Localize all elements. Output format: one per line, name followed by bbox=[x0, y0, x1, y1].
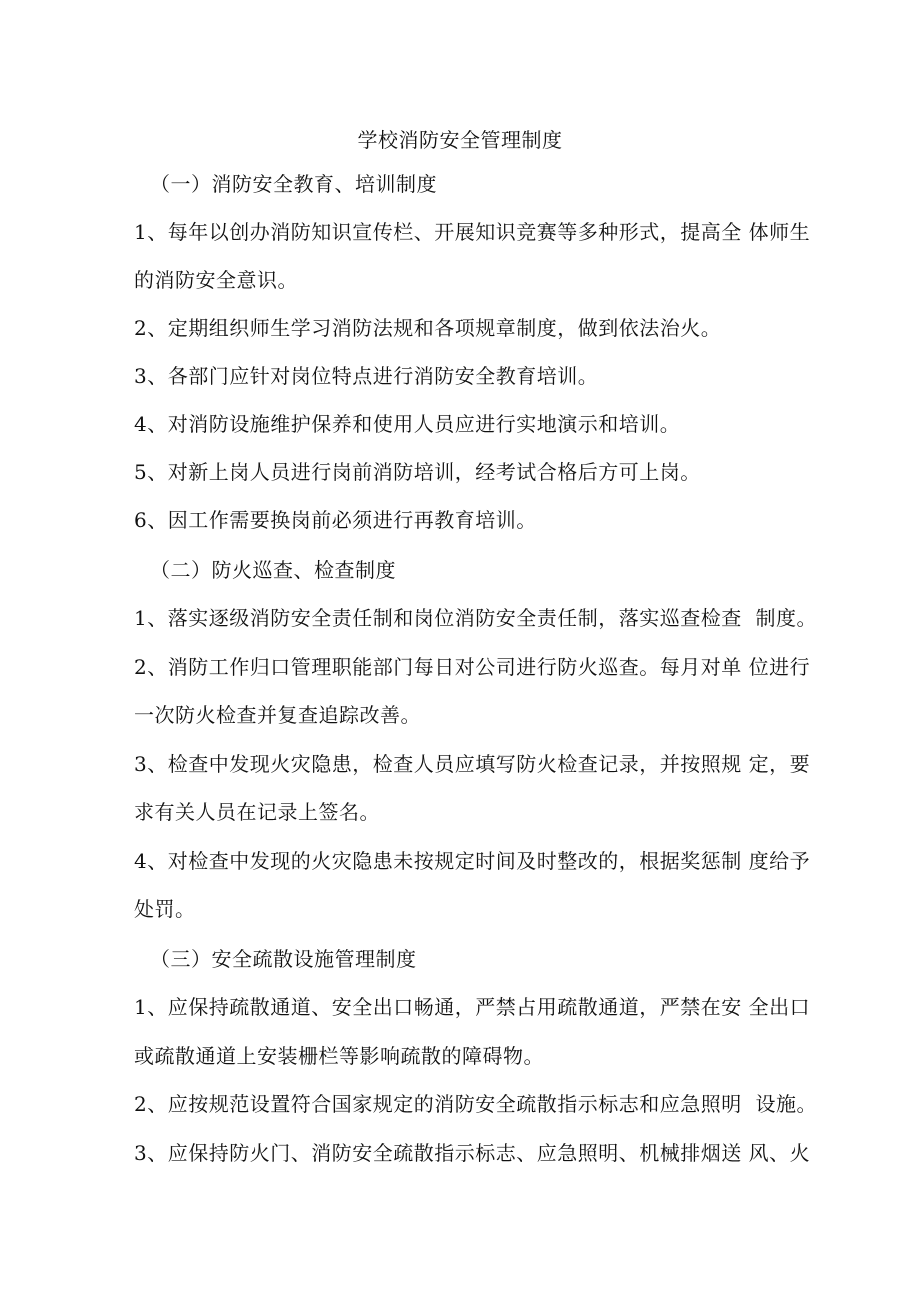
paragraph-line: 1、应保持疏散通道、安全出口畅通，严禁占用疏散通道，严禁在安 全出口 bbox=[134, 995, 811, 1019]
section-heading-3: （三）安全疏散设施管理制度 bbox=[150, 947, 417, 971]
section-heading-2: （二）防火巡查、检查制度 bbox=[150, 558, 396, 582]
paragraph-line: 3、检查中发现火灾隐患，检查人员应填写防火检查记录，并按照规 定，要 bbox=[134, 752, 811, 776]
paragraph-line: 3、各部门应针对岗位特点进行消防安全教育培训。 bbox=[134, 364, 599, 388]
paragraph-line: 6、因工作需要换岗前必须进行再教育培训。 bbox=[134, 508, 537, 532]
paragraph-line: 3、应保持防火门、消防安全疏散指示标志、应急照明、机械排烟送 风、火 bbox=[134, 1141, 811, 1165]
paragraph-line: 2、应按规范设置符合国家规定的消防安全疏散指示标志和应急照明 设施。 bbox=[134, 1092, 817, 1116]
paragraph-line: 4、对消防设施维护保养和使用人员应进行实地演示和培训。 bbox=[134, 412, 681, 436]
paragraph-line: 或疏散通道上安装栅栏等影响疏散的障碍物。 bbox=[134, 1044, 544, 1068]
document-title: 学校消防安全管理制度 bbox=[357, 128, 563, 152]
paragraph-line: 的消防安全意识。 bbox=[134, 268, 298, 292]
section-heading-1: （一）消防安全教育、培训制度 bbox=[150, 172, 437, 196]
paragraph-line: 求有关人员在记录上签名。 bbox=[134, 800, 380, 824]
paragraph-line: 5、对新上岗人员进行岗前消防培训，经考试合格后方可上岗。 bbox=[134, 460, 701, 484]
paragraph-line: 4、对检查中发现的火灾隐患未按规定时间及时整改的，根据奖惩制 度给予 bbox=[134, 849, 811, 873]
paragraph-line: 1、落实逐级消防安全责任制和岗位消防安全责任制，落实巡查检查 制度。 bbox=[134, 606, 817, 630]
paragraph-line: 一次防火检查并复查追踪改善。 bbox=[134, 703, 421, 727]
paragraph-line: 1、每年以创办消防知识宣传栏、开展知识竞赛等多种形式，提高全 体师生 bbox=[134, 220, 811, 244]
paragraph-line: 2、消防工作归口管理职能部门每日对公司进行防火巡查。每月对单 位进行 bbox=[134, 655, 811, 679]
paragraph-line: 处罚。 bbox=[134, 897, 196, 921]
paragraph-line: 2、定期组织师生学习消防法规和各项规章制度，做到依法治火。 bbox=[134, 316, 722, 340]
